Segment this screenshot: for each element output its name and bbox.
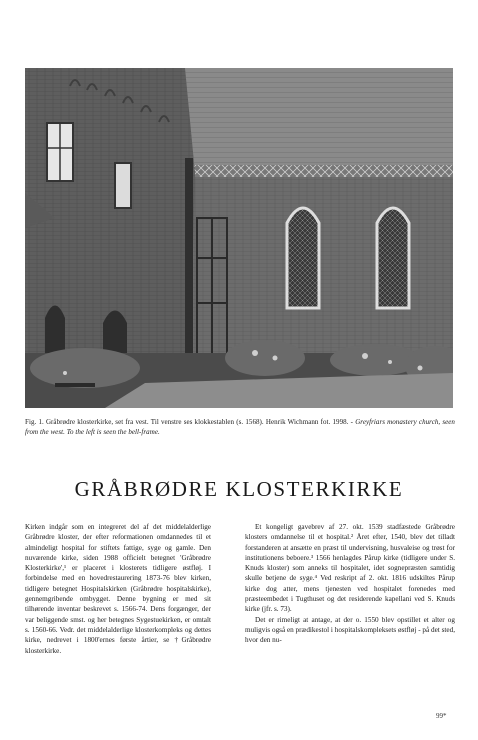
paragraph: Kirken indgår som en integreret del af det middelalderlige Gråbrødre kloster, der efter reformationen omdannedes til et almindeligt hospital for stiftets fattige, syge og gamle. Den nuværende kirke, siden 1988 officielt betegnet 'Gråbrødre Klosterkirke',¹ er placeret i klosterets tidligere østfløj. I forbindelse med en hovedrestaurering 1873-76 blev kirken, tidligere betegnet Hospitalskirken (Gråbrødre hospitalskirke), gennemgribende ombygget. Denne bygning er med sit tilhørende inventar beskrevet s. 1566-74. Dens forgænger, der var beliggende smst. og her betegnes Sygestuekirken, er omtalt s. 1560-66. Vedr. det middelalderlige klosterkompleks og dettes kirke, nedrevet i 1800'ernes første årtier, se †Gråbrødre klosterkirke. — [25, 523, 211, 655]
figure-caption — [25, 417, 455, 437]
right-column — [245, 522, 455, 646]
left-column — [25, 522, 211, 656]
caption-danish: Fig. 1. Gråbrødre klosterkirke, set fra vest. Til venstre ses klokkestablen (s. 1568). Henrik Wichmann fot. 1998. - — [25, 418, 354, 426]
chapter-title: GRÅBRØDRE KLOSTERKIRKE — [74, 477, 404, 501]
paragraph: Det er rimeligt at antage, at der o. 1550 blev opstillet et alter og muligvis også en prædikestol i hospitalskompleksets østfløj - på det sted, hvor den nu- — [245, 615, 455, 645]
church-photograph — [25, 68, 453, 408]
page-number: 99* — [436, 712, 447, 720]
caption-english: Greyfriars monastery church, seen from the west. To the left is seen the bell-frame. — [25, 418, 455, 436]
paragraph: Et kongeligt gavebrev af 27. okt. 1539 stadfæstede Gråbrødre klosters omdannelse til et hospital.² Året efter, 1540, blev det tilladt forstanderen at ansætte en præst til undervisning, husvaleise og trøst for institutionens beboere.³ 1566 henlagdes Pårup kirke (tidligere under S. Knuds kloster) som anneks til hospitalet, idet sognepræsten samtidig skulle betjene de syge.⁴ Ved reskript af 2. okt. 1816 udskiltes Pårup kirke dog atter, mens tjenesten ved hospitalet forenedes med præsteembedet i Tugthuset og det residerende kapellani ved S. Knuds kirke (jfr. s. 73). — [245, 523, 455, 614]
